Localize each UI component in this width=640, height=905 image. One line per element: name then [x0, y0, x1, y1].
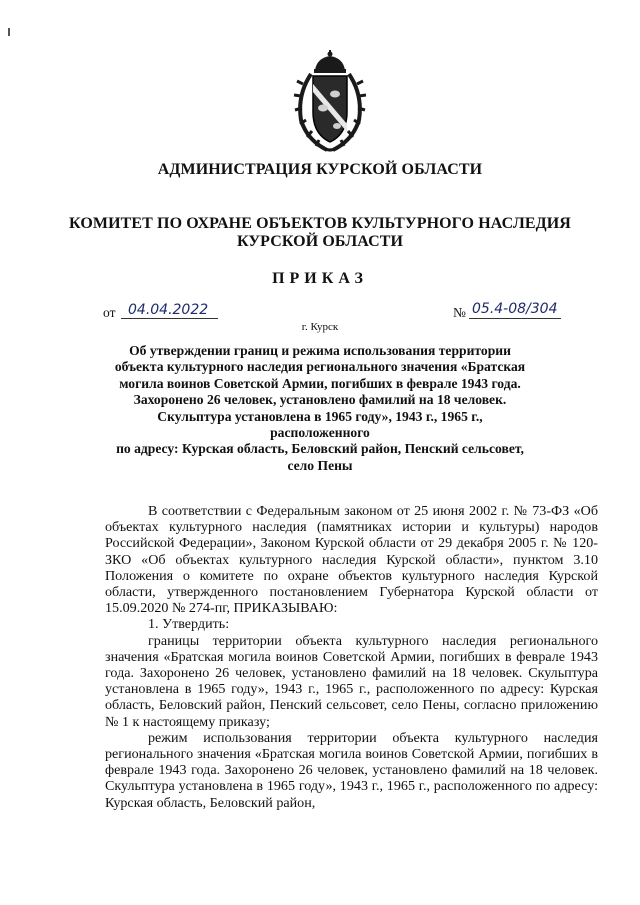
subject-line: могила воинов Советской Армии, погибших в феврале 1943 года.	[119, 375, 521, 391]
kursk-coat-of-arms-icon	[293, 50, 367, 154]
preamble-paragraph: В соответствии с Федеральным законом от 25 июня 2002 г. № 73-ФЗ «Об объектах культурного наследия (памятниках истории и культуры) народов Российской Федерации», Законом Курской области от 29 декабря 2005 г. № 120-ЗКО «Об объектах культурного наследия Курской области», пунктом 3.10 Положения о комитете по охране объектов культурного наследия Курской области, утвержденного постановлением Губернатора Курской области от 15.09.2020 № 274-пг, ПРИКАЗЫВАЮ:	[105, 503, 598, 617]
order-date: 04.04.2022	[128, 302, 209, 318]
scan-artifact	[8, 28, 10, 36]
committee-title-line2: КУРСКОЙ ОБЛАСТИ	[236, 233, 404, 250]
date-underline	[121, 318, 218, 319]
subject-line: по адресу: Курская область, Беловский район, Пенский сельсовет,	[116, 441, 524, 457]
subject-line: Об утверждении границ и режима использования территории	[129, 343, 511, 358]
city-label: г. Курск	[301, 321, 339, 333]
administration-title: АДМИНИСТРАЦИЯ КУРСКОЙ ОБЛАСТИ	[157, 161, 483, 178]
order-body	[105, 503, 598, 811]
order-number: 05.4-08/304	[472, 301, 558, 317]
committee-title-line1: КОМИТЕТ ПО ОХРАНЕ ОБЪЕКТОВ КУЛЬТУРНОГО НАСЛЕДИЯ	[69, 215, 571, 232]
order-title: ПРИКАЗ	[272, 270, 368, 287]
number-underline	[469, 318, 561, 319]
order-subject	[108, 343, 532, 474]
date-label: от	[103, 305, 116, 320]
subject-line: объекта культурного наследия регионального значения «Братская	[114, 359, 526, 375]
regime-paragraph: режим использования территории объекта культурного наследия регионального значения «Братская могила воинов Советской Армии, погибших в феврале 1943 года. Захоронено 26 человек, установлено фамилий на 18 человек. Скульптура установлена в 1965 году», 1943 г., 1965 г., расположенного по адресу: Курская область, Беловский район,	[105, 729, 598, 811]
number-label: №	[453, 305, 466, 320]
subject-line: село Пены	[287, 457, 353, 473]
item-heading: 1. Утвердить:	[148, 616, 230, 633]
subject-line: Захоронено 26 человек, установлено фамилий на 18 человек.	[133, 392, 507, 408]
boundaries-paragraph: границы территории объекта культурного наследия регионального значения «Братская могила воинов Советской Армии, погибших в феврале 1943 года. Захоронено 26 человек, установлено фамилий на 18 человек. Скульптура установлена в 1965 году», 1943 г., 1965 г., расположенного по адресу: Курская область, Беловский район, Пенский сельсовет, село Пены, согласно приложению № 1 к настоящему приказу;	[105, 632, 598, 730]
subject-line: Скульптура установлена в 1965 году», 1943 г., 1965 г., расположенного	[157, 408, 483, 441]
